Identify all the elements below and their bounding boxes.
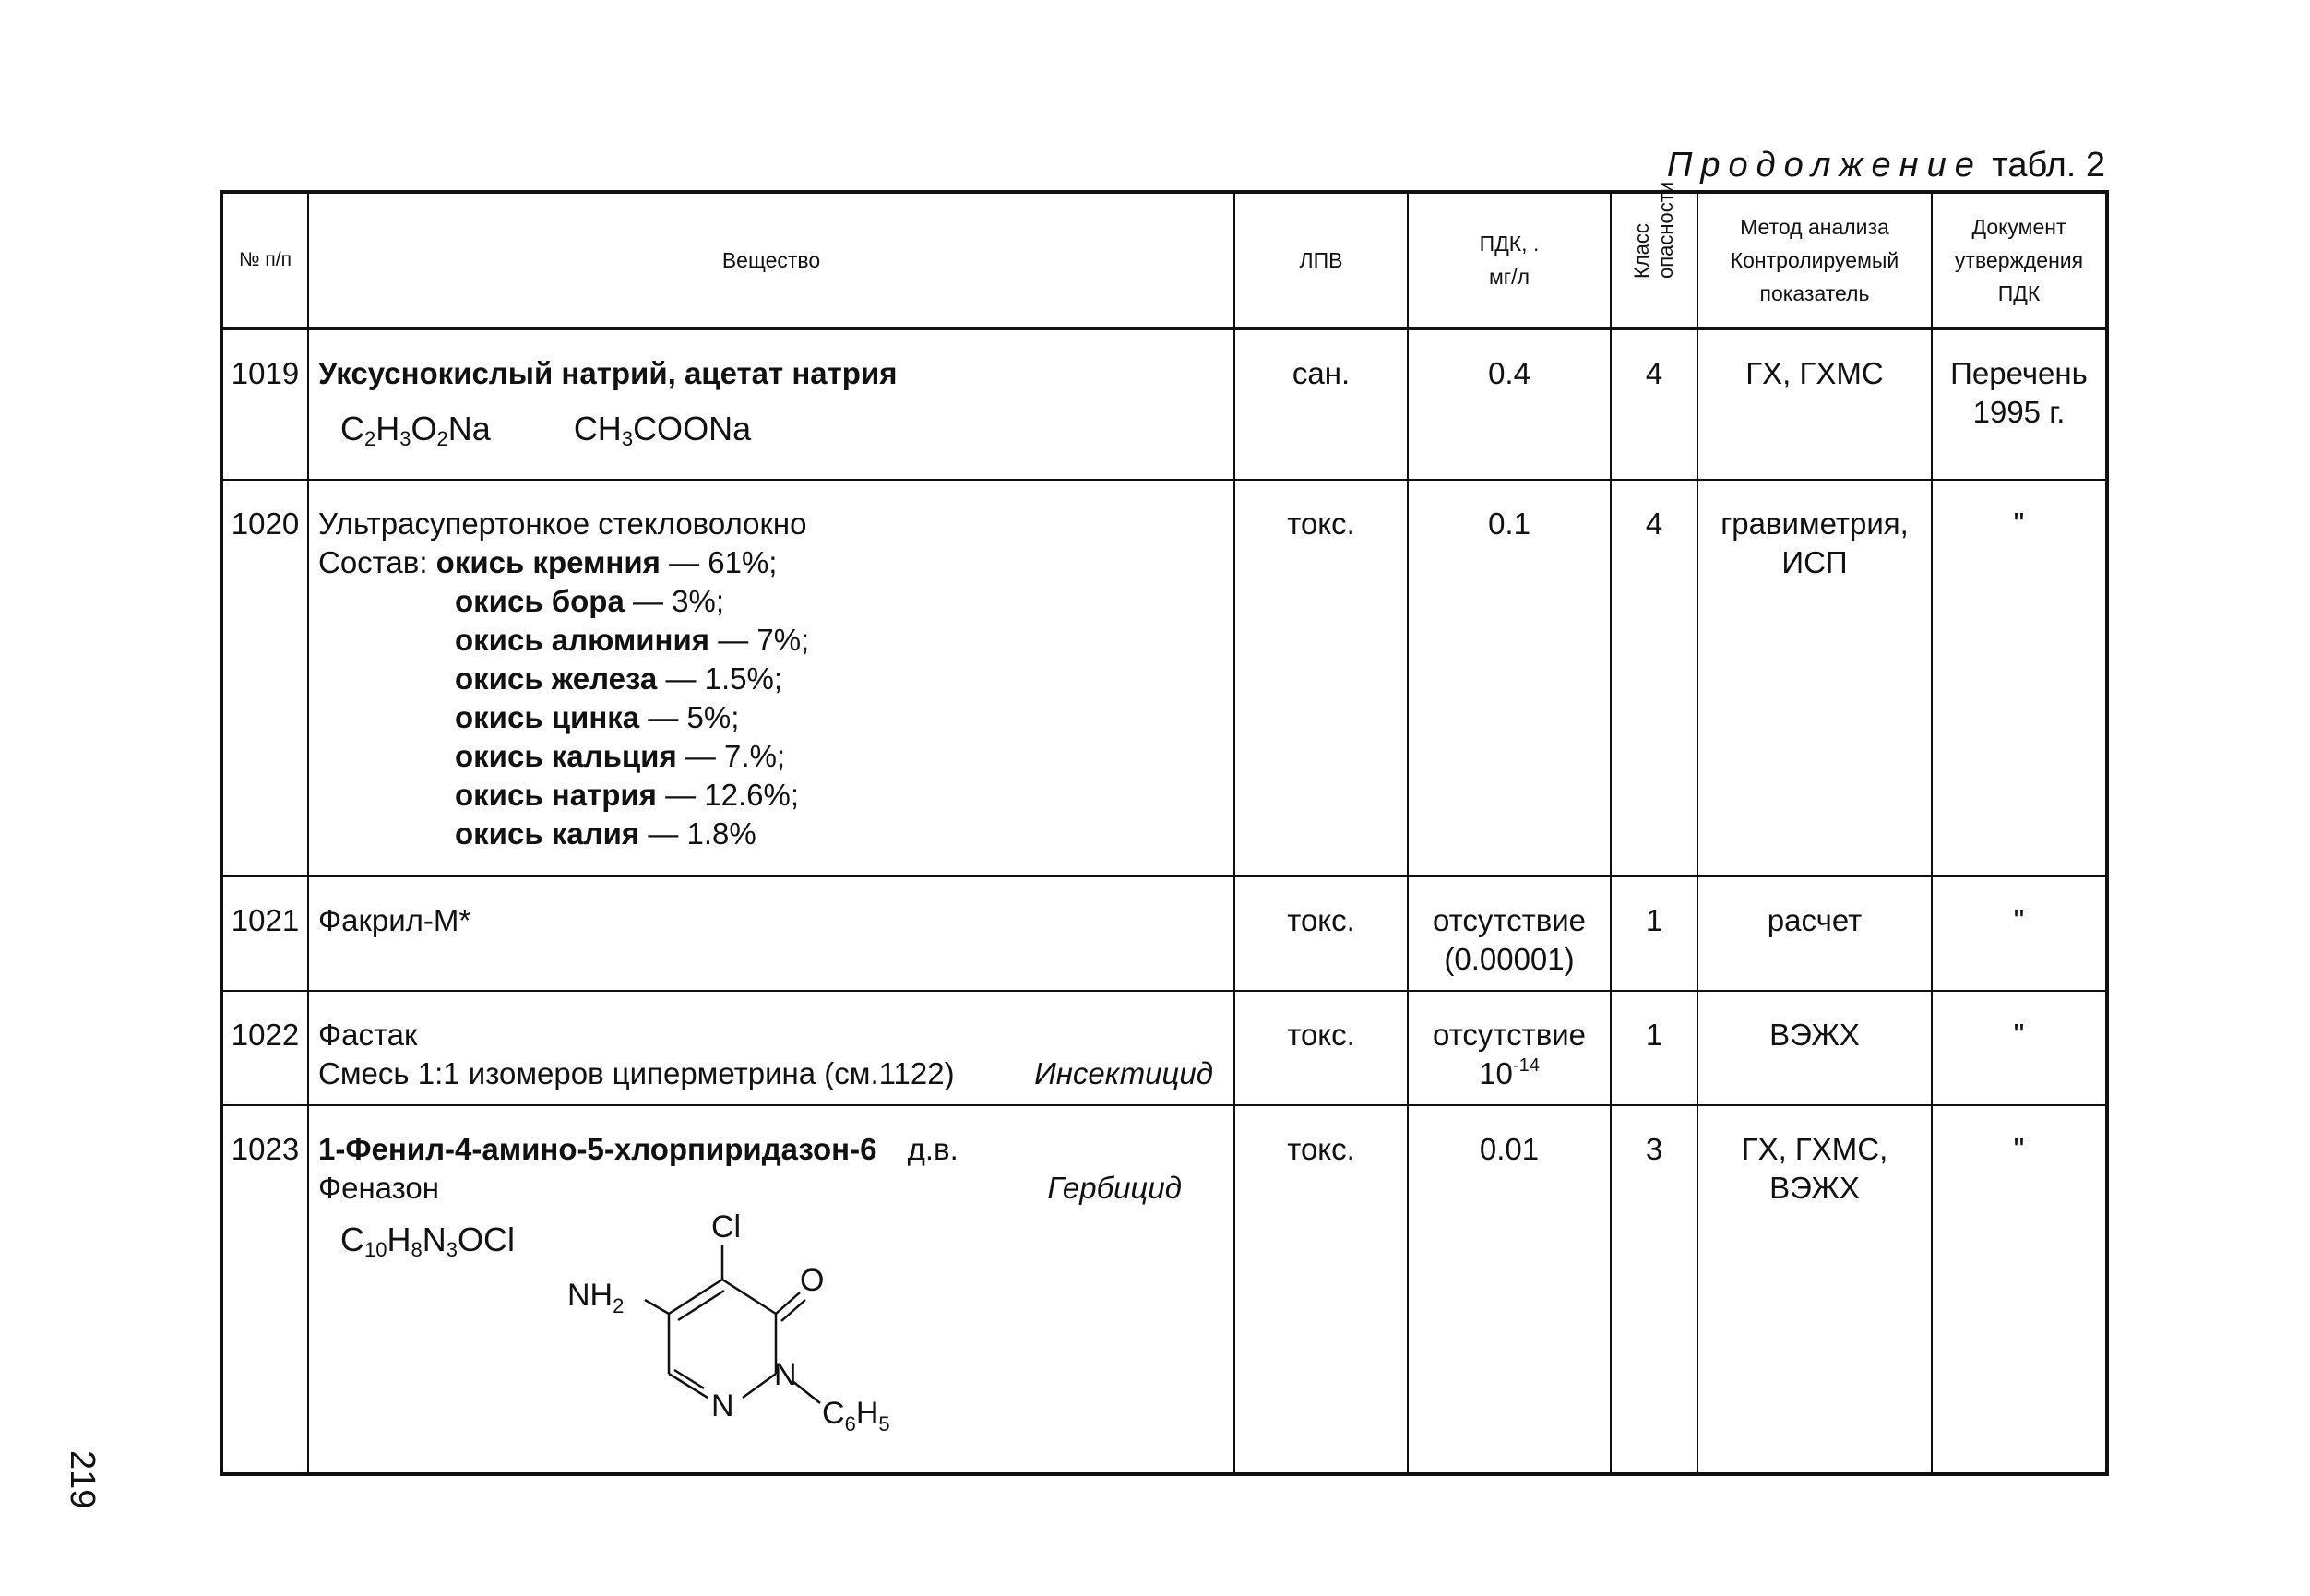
row-number: 1019 bbox=[221, 328, 308, 480]
substance-name: Факрил-М* bbox=[318, 903, 471, 937]
doc-cell: " bbox=[1932, 480, 2107, 876]
structural-formula-diagram bbox=[558, 1209, 946, 1435]
pdk-line1: отсутствие bbox=[1432, 903, 1587, 937]
lpv-cell: токс. bbox=[1234, 1105, 1408, 1474]
substance-name: 1-Фенил-4-амино-5-хлорпиридазон-6 bbox=[318, 1132, 877, 1166]
caption-table-ref: табл. 2 bbox=[1992, 146, 2105, 185]
component-value: — 7.%; bbox=[685, 739, 786, 773]
header-method-line1: Метод анализа bbox=[1740, 215, 1889, 239]
method-cell bbox=[1697, 1105, 1932, 1474]
doc-line1: Перечень bbox=[1950, 356, 2088, 390]
pdk-cell: 0.1 bbox=[1408, 480, 1611, 876]
method-cell bbox=[1697, 480, 1932, 876]
pdk-line2: (0.00001) bbox=[1444, 942, 1575, 976]
klass-cell: 3 bbox=[1611, 1105, 1697, 1474]
component-value: — 1.5%; bbox=[665, 661, 783, 696]
header-num: № п/п bbox=[221, 192, 308, 328]
klass-cell: 1 bbox=[1611, 876, 1697, 991]
component-name: окись железа bbox=[455, 661, 658, 696]
trade-name: Феназон bbox=[318, 1171, 439, 1205]
bond-c4-nh2 bbox=[645, 1300, 669, 1314]
bond-n2-c3 bbox=[669, 1374, 708, 1398]
row-number: 1023 bbox=[221, 1105, 308, 1474]
formula-gross: $C_2H_3O_2Na$ bbox=[340, 410, 491, 450]
header-pdk bbox=[1408, 192, 1611, 328]
atom-phenyl: $C_6H_5$ bbox=[822, 1396, 890, 1435]
header-klass-line1: Класс bbox=[1630, 223, 1653, 279]
atom-n1: N bbox=[774, 1357, 797, 1392]
header-doc-line3: ПДК bbox=[1997, 281, 2041, 305]
composition-item bbox=[318, 698, 1233, 737]
component-name: окись бора bbox=[455, 584, 625, 618]
lpv-cell: сан. bbox=[1234, 328, 1408, 480]
substance-cell bbox=[308, 328, 1234, 480]
substance-trade-line bbox=[318, 1169, 1233, 1208]
lpv-cell: токс. bbox=[1234, 876, 1408, 991]
substance-cell bbox=[308, 876, 1234, 991]
atom-nh2: $NH_2$ bbox=[567, 1278, 625, 1317]
lpv-cell: токс. bbox=[1234, 991, 1408, 1105]
formula-gross: $C_{10}H_8N_3OCl$ bbox=[340, 1221, 515, 1261]
row-number: 1022 bbox=[221, 991, 308, 1105]
composition-item bbox=[318, 815, 1233, 853]
substance-cell bbox=[308, 1105, 1234, 1474]
bond-c5-c6 bbox=[722, 1280, 776, 1314]
composition-item bbox=[318, 621, 1233, 660]
header-method-line3: показатель bbox=[1759, 281, 1870, 305]
method-line2: ВЭЖХ bbox=[1769, 1171, 1860, 1205]
bond-c4-c5-double bbox=[678, 1291, 724, 1320]
header-lpv: ЛПВ bbox=[1234, 192, 1408, 328]
method-cell: ВЭЖХ bbox=[1697, 991, 1932, 1105]
bond-n1-n2 bbox=[743, 1374, 776, 1398]
substance-description-line bbox=[318, 1054, 1233, 1093]
component-name: окись алюминия bbox=[455, 623, 710, 657]
pdk-cell bbox=[1408, 876, 1611, 991]
substance-use: Инсектицид bbox=[1034, 1056, 1213, 1090]
pdk-exponent: -14 bbox=[1512, 1055, 1540, 1076]
klass-cell: 4 bbox=[1611, 480, 1697, 876]
table-row bbox=[221, 1105, 2107, 1474]
composition-label: Состав: bbox=[318, 545, 428, 579]
doc-cell: " bbox=[1932, 991, 2107, 1105]
header-method bbox=[1697, 192, 1932, 328]
pdk-cell: 0.01 bbox=[1408, 1105, 1611, 1474]
klass-cell: 1 bbox=[1611, 991, 1697, 1105]
header-klass bbox=[1611, 181, 1697, 328]
bond-c6-o-double bbox=[781, 1300, 805, 1321]
header-row bbox=[221, 192, 2107, 328]
header-method-line2: Контролируемый bbox=[1730, 248, 1899, 272]
doc-cell: " bbox=[1932, 1105, 2107, 1474]
substances-table bbox=[220, 181, 2109, 1476]
pdk-cell: 0.4 bbox=[1408, 328, 1611, 480]
table-caption bbox=[1667, 146, 2105, 185]
method-line2: ИСП bbox=[1781, 545, 1848, 579]
substance-name-line bbox=[318, 1130, 1233, 1169]
component-value: — 3%; bbox=[633, 584, 725, 618]
atom-labels bbox=[567, 1209, 890, 1435]
header-substance: Вещество bbox=[308, 192, 1234, 328]
row-number: 1020 bbox=[221, 480, 308, 876]
doc-cell: " bbox=[1932, 876, 2107, 991]
substance-description: Смесь 1:1 изомеров циперметрина (см.1122) bbox=[318, 1056, 955, 1090]
pdk-cell bbox=[1408, 991, 1611, 1105]
composition-first bbox=[318, 543, 1233, 582]
header-pdk-line2: мг/л bbox=[1488, 265, 1530, 289]
method-line1: ГХ, ГХМС, bbox=[1741, 1132, 1888, 1166]
component-name: окись цинка bbox=[455, 700, 640, 734]
method-cell: ГХ, ГХМС bbox=[1697, 328, 1932, 480]
component-name: окись калия bbox=[455, 816, 640, 851]
pdk-base: 10 bbox=[1479, 1056, 1513, 1090]
composition-item bbox=[318, 660, 1233, 698]
substance-name: Уксуснокислый натрий, ацетат натрия bbox=[318, 356, 898, 390]
doc-cell bbox=[1932, 328, 2107, 480]
table-row bbox=[221, 991, 2107, 1105]
doc-line2: 1995 г. bbox=[1972, 395, 2066, 429]
chemical-formulas bbox=[318, 410, 1233, 448]
component-value: — 5%; bbox=[648, 700, 740, 734]
substance-name: Ультрасупертонкое стекловолокно bbox=[318, 506, 807, 541]
component-name: окись кремния bbox=[435, 545, 661, 579]
table-row bbox=[221, 480, 2107, 876]
method-line1: гравиметрия, bbox=[1721, 506, 1909, 541]
header-doc-line2: утверждения bbox=[1954, 248, 2084, 272]
substance-name-suffix: д.в. bbox=[907, 1132, 959, 1166]
pdk-line2 bbox=[1409, 1054, 1610, 1093]
pdk-line1: отсутствие bbox=[1432, 1018, 1587, 1052]
header-doc-line1: Документ bbox=[1971, 215, 2066, 239]
substance-name: Фастак bbox=[318, 1018, 418, 1052]
component-value: — 61%; bbox=[669, 545, 778, 579]
method-cell: расчет bbox=[1697, 876, 1932, 991]
atom-n2: N bbox=[711, 1388, 734, 1423]
klass-cell: 4 bbox=[1611, 328, 1697, 480]
header-pdk-line1: ПДК, . bbox=[1479, 232, 1540, 256]
substance-cell bbox=[308, 480, 1234, 876]
component-name: окись кальция bbox=[455, 739, 677, 773]
component-value: — 7%; bbox=[718, 623, 810, 657]
component-name: окись натрия bbox=[455, 778, 657, 812]
atom-cl: Cl bbox=[711, 1209, 742, 1245]
page-number: 219 bbox=[63, 1450, 101, 1509]
formula-structural: $CH_3COONa$ bbox=[573, 410, 752, 450]
composition-item bbox=[318, 582, 1233, 621]
table-row bbox=[221, 876, 2107, 991]
caption-continuation: Продолжение bbox=[1666, 146, 1983, 185]
row-number: 1021 bbox=[221, 876, 308, 991]
substance-use: Гербицид bbox=[1047, 1171, 1182, 1205]
composition-item bbox=[318, 776, 1233, 815]
table-row bbox=[221, 328, 2107, 480]
component-value: — 1.8% bbox=[648, 816, 756, 851]
substance-cell bbox=[308, 991, 1234, 1105]
header-klass-line2: опасности bbox=[1654, 181, 1677, 279]
header-doc bbox=[1932, 192, 2107, 328]
bond-c6-o bbox=[776, 1292, 800, 1314]
component-value: — 12.6%; bbox=[665, 778, 800, 812]
atom-o: O bbox=[800, 1263, 825, 1298]
header-klass-text bbox=[1630, 181, 1678, 279]
lpv-cell: токс. bbox=[1234, 480, 1408, 876]
composition-item bbox=[318, 737, 1233, 776]
